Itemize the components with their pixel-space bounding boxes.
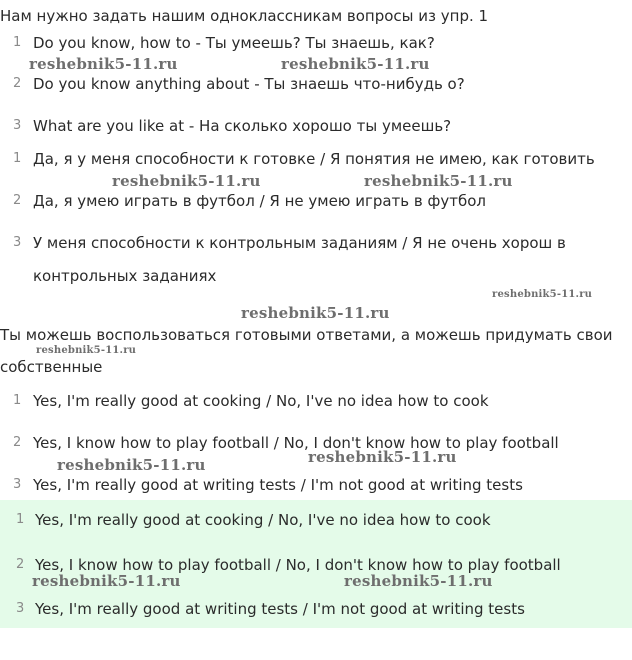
- item-text: Do you know anything about - Ты знаешь что-нибудь о?: [33, 75, 465, 93]
- item-text: Yes, I know how to play football / No, I don't know how to play football: [33, 434, 559, 452]
- item-number: 1: [13, 35, 22, 50]
- note-text-line2: собственные: [0, 358, 103, 376]
- watermark: reshebnik5-11.ru: [364, 172, 513, 190]
- watermark: reshebnik5-11.ru: [241, 304, 390, 322]
- note-text-line1: Ты можешь воспользоваться готовыми ответами, а можешь придумать свои: [0, 326, 613, 344]
- item-text: Yes, I'm really good at cooking / No, I've no idea how to cook: [35, 511, 491, 529]
- watermark: reshebnik5-11.ru: [112, 172, 261, 190]
- item-number: 3: [13, 118, 22, 133]
- watermark: reshebnik5-11.ru: [29, 55, 178, 73]
- highlighted-answers-block: [0, 500, 632, 628]
- item-number: 1: [16, 512, 25, 527]
- item-text: контрольных заданиях: [33, 267, 217, 285]
- item-text: Да, я у меня способности к готовке / Я понятия не имею, как готовить: [33, 150, 595, 168]
- item-text: Yes, I'm really good at writing tests / I'm not good at writing tests: [35, 600, 525, 618]
- intro-text: Нам нужно задать нашим одноклассникам вопросы из упр. 1: [0, 7, 489, 25]
- watermark: reshebnik5-11.ru: [308, 448, 457, 466]
- item-number: 2: [13, 435, 22, 450]
- item-number: 2: [13, 193, 22, 208]
- item-text: Да, я умею играть в футбол / Я не умею играть в футбол: [33, 192, 486, 210]
- item-number: 2: [13, 76, 22, 91]
- watermark: reshebnik5-11.ru: [344, 572, 493, 590]
- item-text: Yes, I'm really good at cooking / No, I've no idea how to cook: [33, 392, 489, 410]
- item-number: 1: [13, 393, 22, 408]
- item-text: Yes, I know how to play football / No, I don't know how to play football: [35, 556, 561, 574]
- watermark: reshebnik5-11.ru: [57, 456, 206, 474]
- watermark: reshebnik5-11.ru: [36, 345, 137, 356]
- item-number: 3: [13, 477, 22, 492]
- item-number: 3: [13, 235, 22, 250]
- item-text: What are you like at - На сколько хорошо ты умеешь?: [33, 117, 452, 135]
- item-number: 1: [13, 151, 22, 166]
- item-text: У меня способности к контрольным заданиям / Я не очень хорош в: [33, 234, 566, 252]
- watermark: reshebnik5-11.ru: [32, 572, 181, 590]
- watermark: reshebnik5-11.ru: [492, 289, 593, 300]
- item-number: 3: [16, 601, 25, 616]
- item-number: 2: [16, 557, 25, 572]
- item-text: Do you know, how to - Ты умеешь? Ты знаешь, как?: [33, 34, 435, 52]
- item-text: Yes, I'm really good at writing tests / I'm not good at writing tests: [33, 476, 523, 494]
- watermark: reshebnik5-11.ru: [281, 55, 430, 73]
